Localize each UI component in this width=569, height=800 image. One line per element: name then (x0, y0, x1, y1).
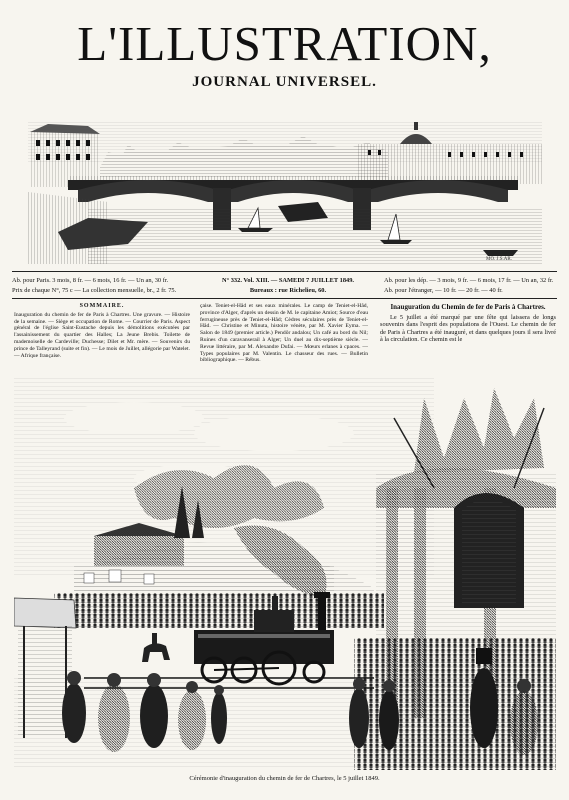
newspaper-subtitle: JOURNAL UNIVERSEL. (192, 74, 377, 90)
engraving-caption: Cérémonie d'inauguration du chemin de fer de Chartres, le 5 juillet 1849. (189, 775, 380, 782)
top-rule (12, 271, 557, 272)
issue-info (198, 276, 378, 296)
svg-text:MO. J.S.AR.: MO. J.S.AR. (486, 257, 512, 262)
newspaper-title: L'ILLUSTRATION, (77, 16, 492, 71)
office-address: Bureaux : rue Richelieu, 60. (249, 287, 327, 294)
subscription-paris (12, 276, 190, 296)
sommaire-column (14, 303, 190, 359)
masthead (0, 18, 569, 91)
article-text: Le 5 juillet a été marqué par une fête qui laissera de longs souvenirs dans l'esprit des populations de l'Ouest. Le chemin de fer de Paris à Chartres a été inauguré, et dans quelques jours il sera livré à la circulation. Ce chemin est le (380, 314, 556, 344)
railway-inauguration-engraving (14, 378, 556, 770)
article-title: Inauguration du Chemin de fer de Paris à Chartres. (390, 303, 546, 311)
bridge-engraving (28, 122, 542, 264)
subscription-paris-line2: Prix de chaque N°, 75 c — La collection mensuelle, br., 2 fr. 75. (12, 287, 177, 294)
subscription-dept-line1: Ab. pour les dép. — 3 mois, 9 fr. — 6 mois, 17 fr. — Un an, 32 fr. (384, 277, 554, 284)
subscription-departments (384, 276, 557, 296)
subscription-foreign-line2: Ab. pour l'étranger, — 10 fr. — 20 fr. — 40 fr. (384, 287, 503, 294)
article-column (380, 303, 556, 344)
issue-number: N° 332. Vol. XIII. — SAMEDI 7 JUILLET 1849. (221, 277, 355, 284)
subscription-paris-line1: Ab. pour Paris. 3 mois, 8 fr. — 6 mois, 16 fr. — Un an, 30 fr. (12, 277, 169, 284)
sommaire-text: Inauguration du chemin de fer de Paris à Chartres. Une gravure. — Histoire de la semaine. — Siège et occupation de Rome. — Courrier de Paris. Aspect général de l'église Saint-Eustache depuis les démolitions exécutées par l'assainissement du quartier des Halles; La Jeune Brebis. Toilette de mademoiselle de Cardeville; Duchesse; Dilet et Mr. mère. — Souvenirs du prince de Talleyrand (suite et fin). — Le mois de Juillet, allégorie par Watelet. — Afrique française. (14, 311, 190, 359)
contents-column (200, 303, 368, 364)
mid-rule (12, 298, 557, 299)
sommaire-heading: SOMMAIRE. (79, 303, 125, 309)
contents-text: çaise. Teniet-el-Hâd et ses eaux minérales. Le camp de Teniet-el-Hâd, province d'Alger, d'après un dessin de M. le capitaine Amiot; Source d'eau ferrugineuse près de Teniet-el-Hâd; Cèdres séculaires près de Teniet-el-Hâd. — Christine et Minuta, histoire vénète, par M. Xavier Eyma. — Salon de 1849 (premier article.) Pendôr andalou; Un café au bord du Nil; Ruines d'un caravanserail à Alger; Un duel au dix-septième siècle. — Revue littéraire, par M. Alexandre Dufai. — Mœurs erlanes à cpaces. — Types populaires par M. Valentin. Le chasseur des rues. — Bulletin bibliographique. — Rébus. (200, 303, 368, 364)
